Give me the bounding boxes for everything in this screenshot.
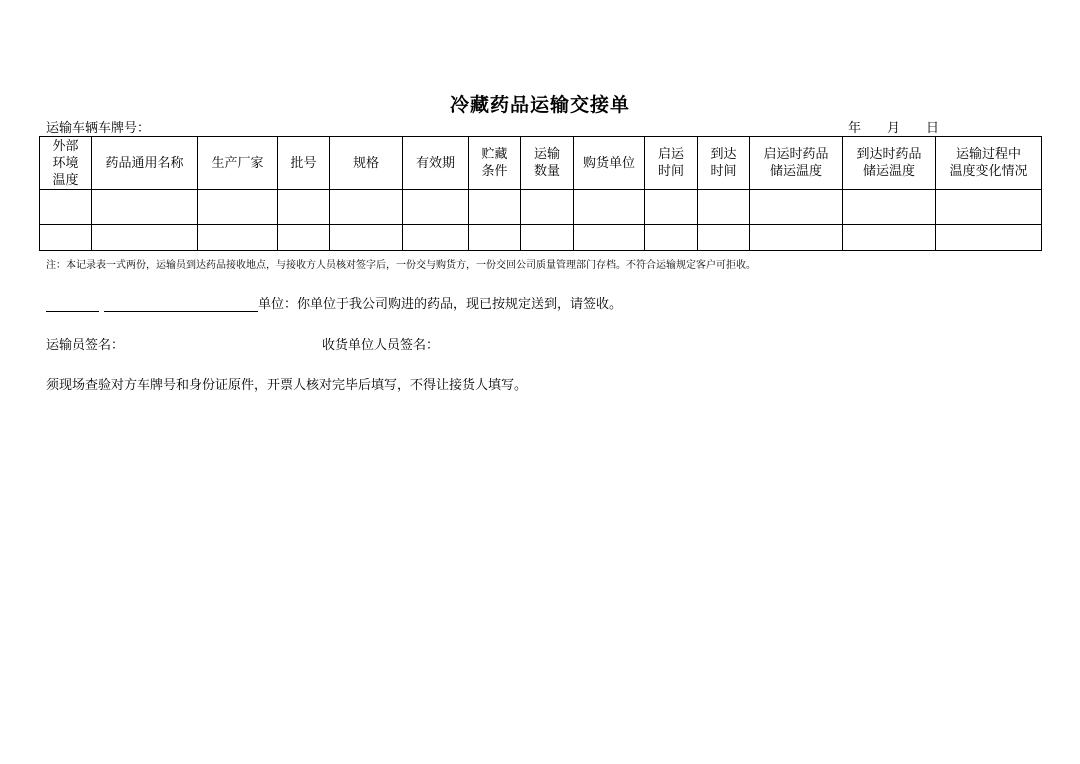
- table-cell[interactable]: [278, 190, 330, 225]
- table-cell[interactable]: [40, 225, 92, 251]
- column-header: 启运时药品 储运温度: [750, 137, 843, 190]
- table-cell[interactable]: [843, 225, 936, 251]
- table-cell[interactable]: [92, 190, 198, 225]
- table-cell[interactable]: [521, 225, 574, 251]
- handover-table: [39, 136, 1042, 251]
- table-cell[interactable]: [198, 190, 278, 225]
- column-header: 生产厂家: [198, 137, 278, 190]
- delivery-notice-text: 单位：你单位于我公司购进的药品，现已按规定送到，请签收。: [258, 297, 623, 312]
- table-cell[interactable]: [469, 225, 521, 251]
- column-header: 到达时药品 储运温度: [843, 137, 936, 190]
- recipient-unit-blank-2[interactable]: [104, 297, 258, 312]
- column-header: 购货单位: [574, 137, 645, 190]
- column-header: 药品通用名称: [92, 137, 198, 190]
- table-cell[interactable]: [330, 190, 403, 225]
- table-row: [40, 190, 1042, 225]
- table-cell[interactable]: [698, 190, 750, 225]
- delivery-notice: [46, 293, 622, 312]
- table-cell[interactable]: [698, 225, 750, 251]
- instruction-text: 须现场查验对方车牌号和身份证原件，开票人核对完毕后填写，不得让接货人填写。: [46, 378, 528, 393]
- driver-signature-label: 运输员签名：: [46, 338, 125, 353]
- table-cell[interactable]: [574, 190, 645, 225]
- table-cell[interactable]: [278, 225, 330, 251]
- table-cell[interactable]: [936, 190, 1042, 225]
- table-cell[interactable]: [198, 225, 278, 251]
- table-note: 注：本记录表一式两份，运输员到达药品接收地点，与接收方人员核对签字后，一份交与购货方，一份交回公司质量管理部门存档。不符合运输规定客户可拒收。: [46, 260, 756, 271]
- table-cell[interactable]: [936, 225, 1042, 251]
- date-fields: [848, 117, 939, 136]
- table-cell[interactable]: [40, 190, 92, 225]
- table-cell[interactable]: [750, 225, 843, 251]
- column-header: 外部 环境 温度: [40, 137, 92, 190]
- table-cell[interactable]: [645, 225, 698, 251]
- document-title: 冷藏药品运输交接单: [449, 94, 630, 116]
- table-cell[interactable]: [750, 190, 843, 225]
- recipient-unit-blank-1[interactable]: [46, 297, 99, 312]
- table-cell[interactable]: [469, 190, 521, 225]
- column-header: 有效期: [403, 137, 469, 190]
- plate-number-label: 运输车辆车牌号：: [46, 121, 151, 136]
- table-row: [40, 225, 1042, 251]
- month-label: 月: [887, 121, 901, 136]
- column-header: 到达 时间: [698, 137, 750, 190]
- table-cell[interactable]: [645, 190, 698, 225]
- table-cell[interactable]: [403, 190, 469, 225]
- table-cell[interactable]: [574, 225, 645, 251]
- receiver-signature-label: 收货单位人员签名：: [322, 338, 440, 353]
- column-header: 批号: [278, 137, 330, 190]
- column-header: 运输 数量: [521, 137, 574, 190]
- table-cell[interactable]: [403, 225, 469, 251]
- table-header-row: [40, 137, 1042, 190]
- column-header: 贮藏 条件: [469, 137, 521, 190]
- year-label: 年: [848, 121, 862, 136]
- column-header: 启运 时间: [645, 137, 698, 190]
- table-cell[interactable]: [843, 190, 936, 225]
- table-cell[interactable]: [330, 225, 403, 251]
- day-label: 日: [926, 121, 940, 136]
- table-cell[interactable]: [92, 225, 198, 251]
- column-header: 运输过程中 温度变化情况: [936, 137, 1042, 190]
- column-header: 规格: [330, 137, 403, 190]
- table-cell[interactable]: [521, 190, 574, 225]
